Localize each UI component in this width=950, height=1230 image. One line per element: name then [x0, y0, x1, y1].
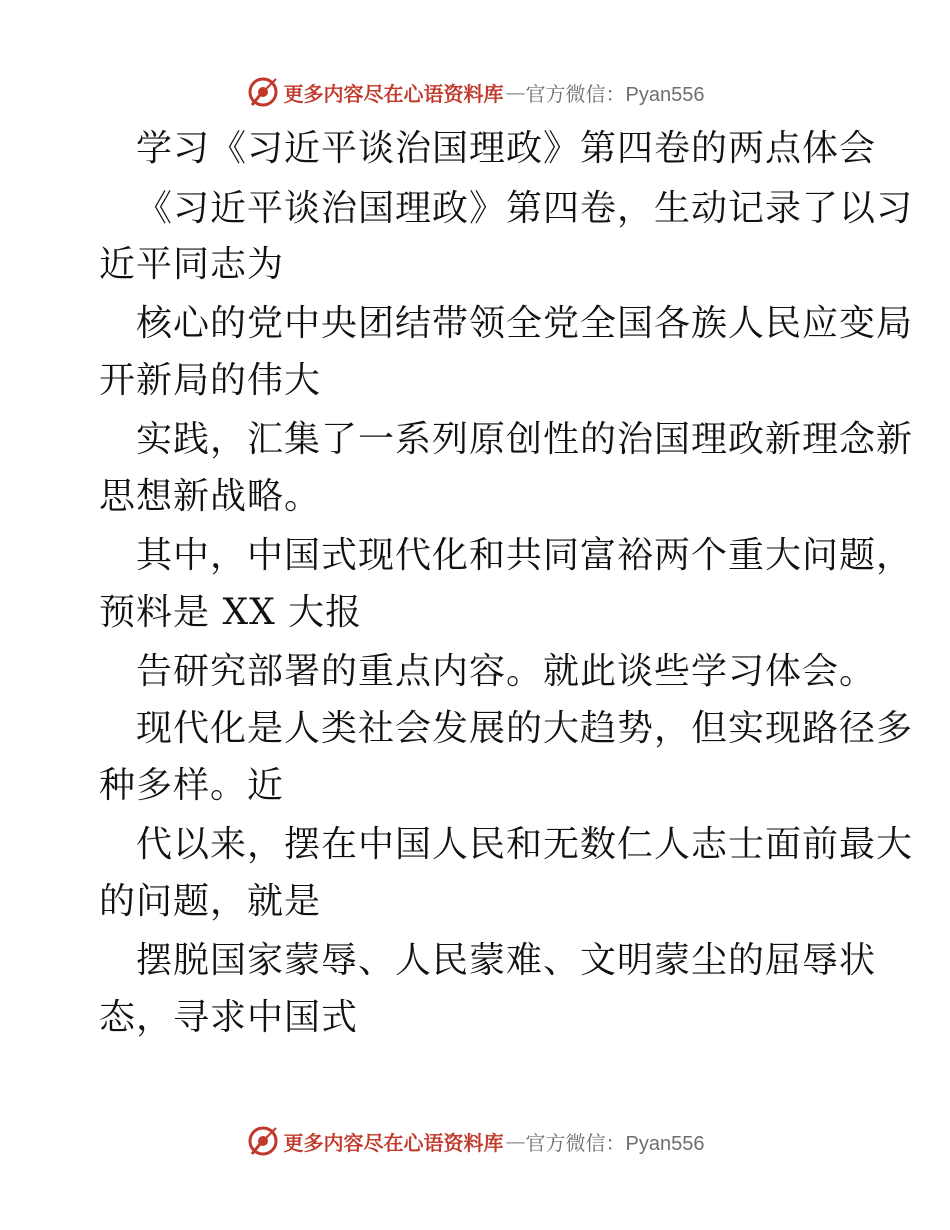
paragraph-line: 实践，汇集了一系列原创性的治国理政新理念新 [136, 419, 914, 460]
paragraph-line: 态，寻求中国式 [99, 997, 359, 1038]
paragraph-line: 摆脱国家蒙辱、人民蒙难、文明蒙尘的屈辱状 [136, 940, 877, 981]
watermark-separator: — [505, 1129, 526, 1153]
paragraph-line: 预料是 XX 大报 [99, 592, 363, 633]
watermark-separator: — [505, 80, 526, 104]
paragraph-line: 其中，中国式现代化和共同富裕两个重大问题， [136, 535, 914, 576]
quill-seal-icon [246, 1124, 280, 1158]
watermark-wechat: 官方微信：Pyan556 [525, 83, 705, 106]
paragraph-line: 思想新战略。 [99, 476, 322, 517]
watermark-text: 更多内容尽在心语资料库 [283, 1130, 504, 1155]
quill-seal-icon [246, 75, 280, 109]
paragraph-line: 代以来，摆在中国人民和无数仁人志士面前最大 [136, 824, 914, 865]
paragraph-line: 核心的党中央团结带领全党全国各族人民应变局 [136, 303, 914, 344]
paragraph-line: 《习近平谈治国理政》第四卷，生动记录了以习 [136, 188, 914, 229]
footer-watermark [0, 1121, 950, 1161]
paragraph-line: 的问题，就是 [99, 881, 322, 922]
paragraph-line: 近平同志为 [99, 244, 285, 285]
paragraph-line: 告研究部署的重点内容。就此谈些学习体会。 [136, 651, 877, 692]
watermark-text: 更多内容尽在心语资料库 [283, 81, 504, 106]
paragraph-line: 开新局的伟大 [99, 360, 322, 401]
paragraph-line: 现代化是人类社会发展的大趋势，但实现路径多 [136, 708, 914, 749]
paragraph-line: 种多样。近 [99, 765, 285, 806]
header-watermark [0, 72, 950, 112]
document-title: 学习《习近平谈治国理政》第四卷的两点体会 [136, 128, 877, 169]
watermark-wechat: 官方微信：Pyan556 [525, 1132, 705, 1155]
